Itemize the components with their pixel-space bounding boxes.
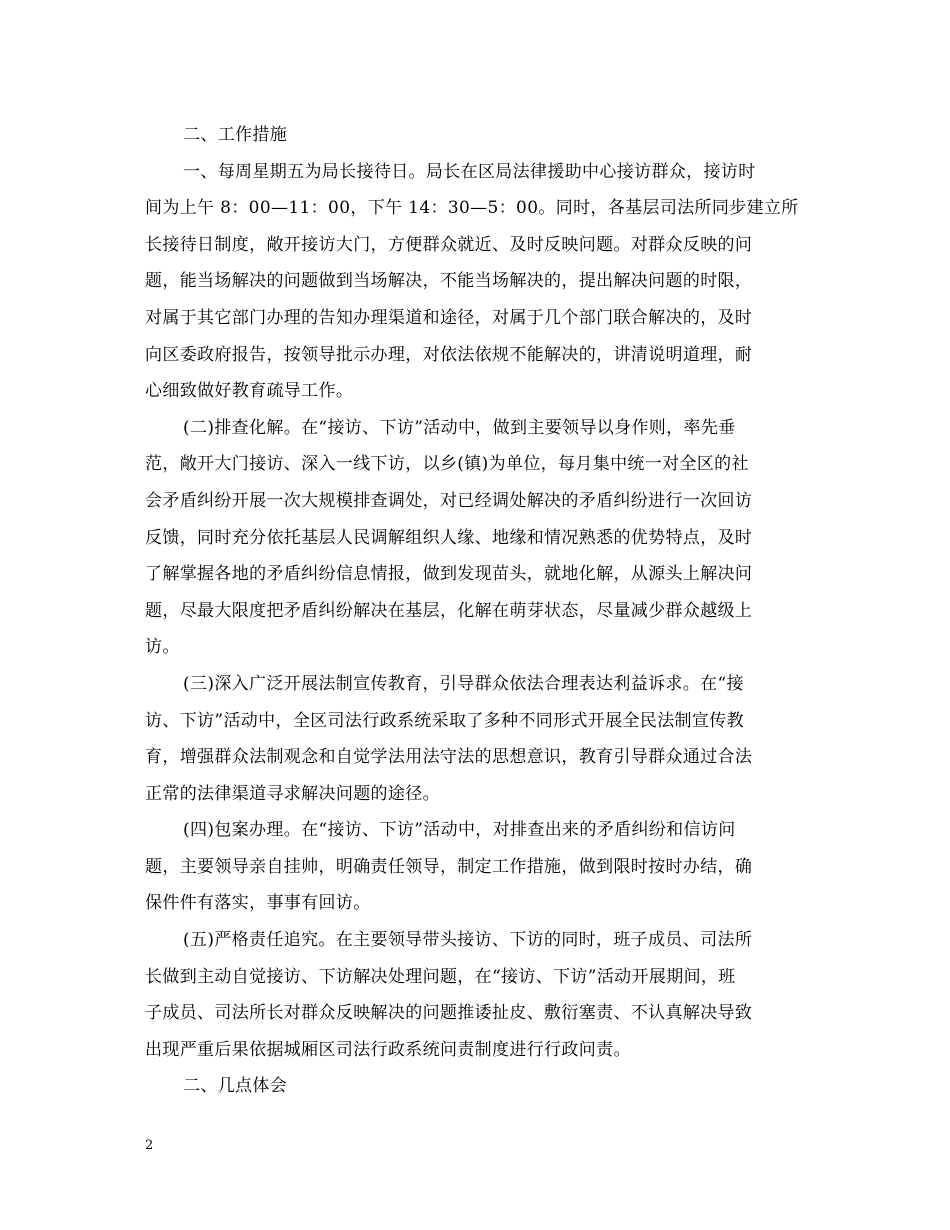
paragraph-line: 长接待日制度，敞开接访大门，方便群众就近、及时反映问题。对群众反映的问 [145, 234, 753, 255]
paragraph-line: 了解掌握各地的矛盾纠纷信息情报，做到发现苗头，就地化解，从源头上解决问 [145, 564, 753, 585]
document-body [145, 117, 805, 1105]
paragraph-line: 间为上午 8：00—11：00，下午 14：30—5：00。同时，各基层司法所同步建立所 [145, 198, 799, 219]
paragraph-line: 一、每周星期五为局长接待日。局长在区局法律援助中心接访群众，接访时 [183, 161, 756, 182]
paragraph-line: 题，主要领导亲自挂帅，明确责任领导，制定工作措施，做到限时按时办结，确 [145, 856, 753, 877]
paragraph-line: 保件件有落实，事事有回访。 [145, 893, 371, 914]
paragraph-line: 心细致做好教育疏导工作。 [145, 381, 354, 402]
page-number: 2 [145, 1138, 154, 1153]
paragraph-line: (四)包案办理。在“接访、下访”活动中，对排查出来的矛盾纠纷和信访问 [183, 820, 736, 841]
paragraph-line: 育，增强群众法制观念和自觉学法用法守法的思想意识，教育引导群众通过合法 [145, 747, 753, 768]
paragraph-line: 对属于其它部门办理的告知办理渠道和途径，对属于几个部门联合解决的，及时 [145, 307, 753, 328]
paragraph-line: 访。 [145, 637, 180, 658]
section-heading: 二、工作措施 [183, 125, 288, 145]
paragraph-line: 长做到主动自觉接访、下访解决处理问题，在“接访、下访”活动开展期间，班 [145, 966, 736, 987]
paragraph-line: 访、下访”活动中，全区司法行政系统采取了多种不同形式开展全民法制宣传教 [145, 710, 744, 731]
paragraph-line: 题，能当场解决的问题做到当场解决，不能当场解决的，提出解决问题的时限， [145, 271, 753, 292]
paragraph-line: (二)排查化解。在“接访、下访”活动中，做到主要领导以身作则，率先垂 [183, 417, 736, 438]
paragraph-line: 会矛盾纠纷开展一次大规模排查调处，对已经调处解决的矛盾纠纷进行一次回访 [145, 490, 753, 511]
paragraph-line: 子成员、司法所长对群众反映解决的问题推诿扯皮、敷衍塞责、不认真解决导致 [145, 1003, 753, 1024]
section-heading: 二、几点体会 [183, 1076, 288, 1097]
paragraph-line: 题，尽最大限度把矛盾纠纷解决在基层，化解在萌芽状态，尽量减少群众越级上 [145, 600, 753, 621]
paragraph-line: 出现严重后果依据城厢区司法行政系统问责制度进行行政问责。 [145, 1039, 631, 1060]
paragraph-line: 正常的法律渠道寻求解决问题的途径。 [145, 783, 440, 804]
paragraph-line: (五)严格责任追究。在主要领导带头接访、下访的同时，班子成员、司法所 [183, 930, 753, 951]
paragraph-line: 反馈，同时充分依托基层人民调解组织人缘、地缘和情况熟悉的优势特点，及时 [145, 527, 753, 548]
paragraph-line: 范，敞开大门接访、深入一线下访，以乡(镇)为单位，每月集中统一对全区的社 [145, 454, 749, 475]
paragraph-line: (三)深入广泛开展法制宣传教育，引导群众依法合理表达利益诉求。在“接 [183, 673, 744, 694]
paragraph-line: 向区委政府报告，按领导批示办理，对依法依规不能解决的，讲清说明道理，耐 [145, 344, 753, 365]
